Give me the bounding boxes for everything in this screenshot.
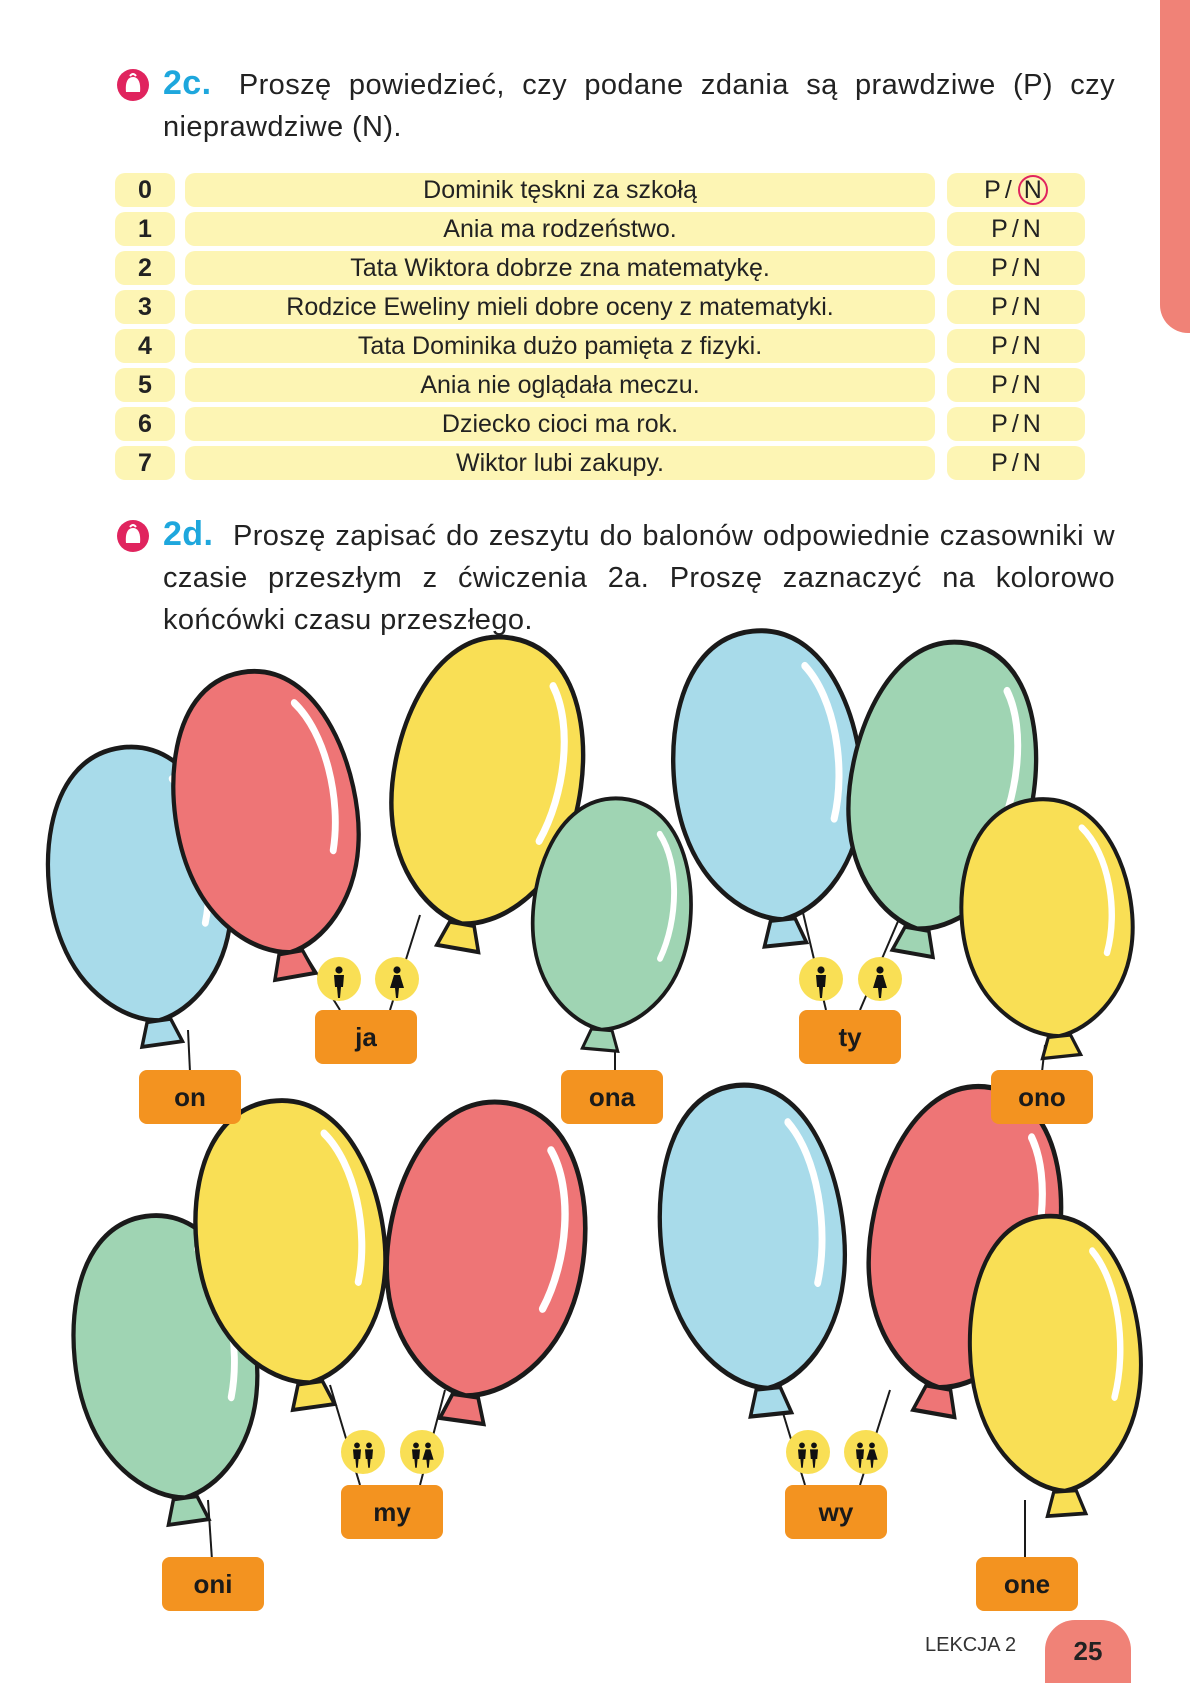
female-figure-icon xyxy=(375,957,419,1001)
row-index: 1 xyxy=(115,212,175,246)
answer-false-option[interactable]: N xyxy=(1022,448,1041,477)
answer-separator: / xyxy=(1004,175,1012,204)
answer-false-option[interactable]: N xyxy=(1022,292,1041,321)
row-index: 5 xyxy=(115,368,175,402)
pronoun-label-ty: ty xyxy=(799,1010,901,1064)
male-female-icon xyxy=(400,1430,444,1474)
row-sentence: Ania nie oglądała meczu. xyxy=(185,368,935,402)
male-figure-icon xyxy=(317,957,361,1001)
pronoun-label-ja: ja xyxy=(315,1010,417,1064)
row-sentence: Dominik tęskni za szkołą xyxy=(185,173,935,207)
answer-true-option[interactable]: P xyxy=(991,448,1008,477)
answer-false-option[interactable]: N xyxy=(1022,331,1041,360)
row-sentence: Tata Dominika dużo pamięta z fizyki. xyxy=(185,329,935,363)
male-female-icon xyxy=(844,1430,888,1474)
row-sentence: Ania ma rodzeństwo. xyxy=(185,212,935,246)
pronoun-label-oni: oni xyxy=(162,1557,264,1611)
answer-true-option[interactable]: P xyxy=(991,331,1008,360)
answer-separator: / xyxy=(1011,214,1019,243)
yellow-balloon xyxy=(961,1210,1152,1520)
row-index: 0 xyxy=(115,173,175,207)
lesson-label: LEKCJA 2 xyxy=(925,1634,1017,1656)
row-sentence: Wiktor lubi zakupy. xyxy=(185,446,935,480)
row-index: 4 xyxy=(115,329,175,363)
pronoun-label-one: one xyxy=(976,1557,1078,1611)
task-instruction: Proszę powiedzieć, czy podane zdania są prawdziwe (P) czy nieprawdziwe (N). xyxy=(163,69,1115,143)
answer-true-option[interactable]: P xyxy=(984,175,1001,204)
answer-separator: / xyxy=(1011,292,1019,321)
task-number: 2d. xyxy=(163,515,214,553)
pronoun-label-wy: wy xyxy=(785,1485,887,1539)
row-index: 3 xyxy=(115,290,175,324)
row-sentence: Dziecko cioci ma rok. xyxy=(185,407,935,441)
answer-separator: / xyxy=(1011,253,1019,282)
pronoun-label-my: my xyxy=(341,1485,443,1539)
answer-true-option[interactable]: P xyxy=(991,292,1008,321)
answer-separator: / xyxy=(1011,448,1019,477)
answer-false-option[interactable]: N xyxy=(1018,175,1048,205)
row-sentence: Rodzice Eweliny mieli dobre oceny z matematyki. xyxy=(185,290,935,324)
row-index: 6 xyxy=(115,407,175,441)
pronoun-label-ono: ono xyxy=(991,1070,1093,1124)
answer-false-option[interactable]: N xyxy=(1022,214,1041,243)
blue-balloon xyxy=(645,1076,862,1424)
answer-false-option[interactable]: N xyxy=(1022,370,1041,399)
two-males-icon xyxy=(341,1430,385,1474)
pronoun-label-ona: ona xyxy=(561,1070,663,1124)
two-males-icon xyxy=(786,1430,830,1474)
task-number: 2c. xyxy=(163,64,212,102)
row-index: 7 xyxy=(115,446,175,480)
red-balloon xyxy=(365,1089,604,1434)
female-figure-icon xyxy=(858,957,902,1001)
answer-true-option[interactable]: P xyxy=(991,253,1008,282)
row-sentence: Tata Wiktora dobrze zna matematykę. xyxy=(185,251,935,285)
answer-separator: / xyxy=(1011,331,1019,360)
answer-separator: / xyxy=(1011,370,1019,399)
answer-true-option[interactable]: P xyxy=(991,214,1008,243)
male-figure-icon xyxy=(799,957,843,1001)
task-instruction: Proszę zapisać do zeszytu do balonów odpowiednie czasowniki w czasie przeszłym z ćwiczenia 2a. Proszę zaznaczyć na kolorowo końcówki czasu przeszłego. xyxy=(163,520,1115,636)
row-index: 2 xyxy=(115,251,175,285)
page-number: 25 xyxy=(1045,1620,1131,1683)
answer-separator: / xyxy=(1011,409,1019,438)
yellow-balloon xyxy=(950,791,1146,1066)
answer-true-option[interactable]: P xyxy=(991,409,1008,438)
pronoun-label-on: on xyxy=(139,1070,241,1124)
answer-true-option[interactable]: P xyxy=(991,370,1008,399)
answer-false-option[interactable]: N xyxy=(1022,253,1041,282)
answer-false-option[interactable]: N xyxy=(1022,409,1041,438)
